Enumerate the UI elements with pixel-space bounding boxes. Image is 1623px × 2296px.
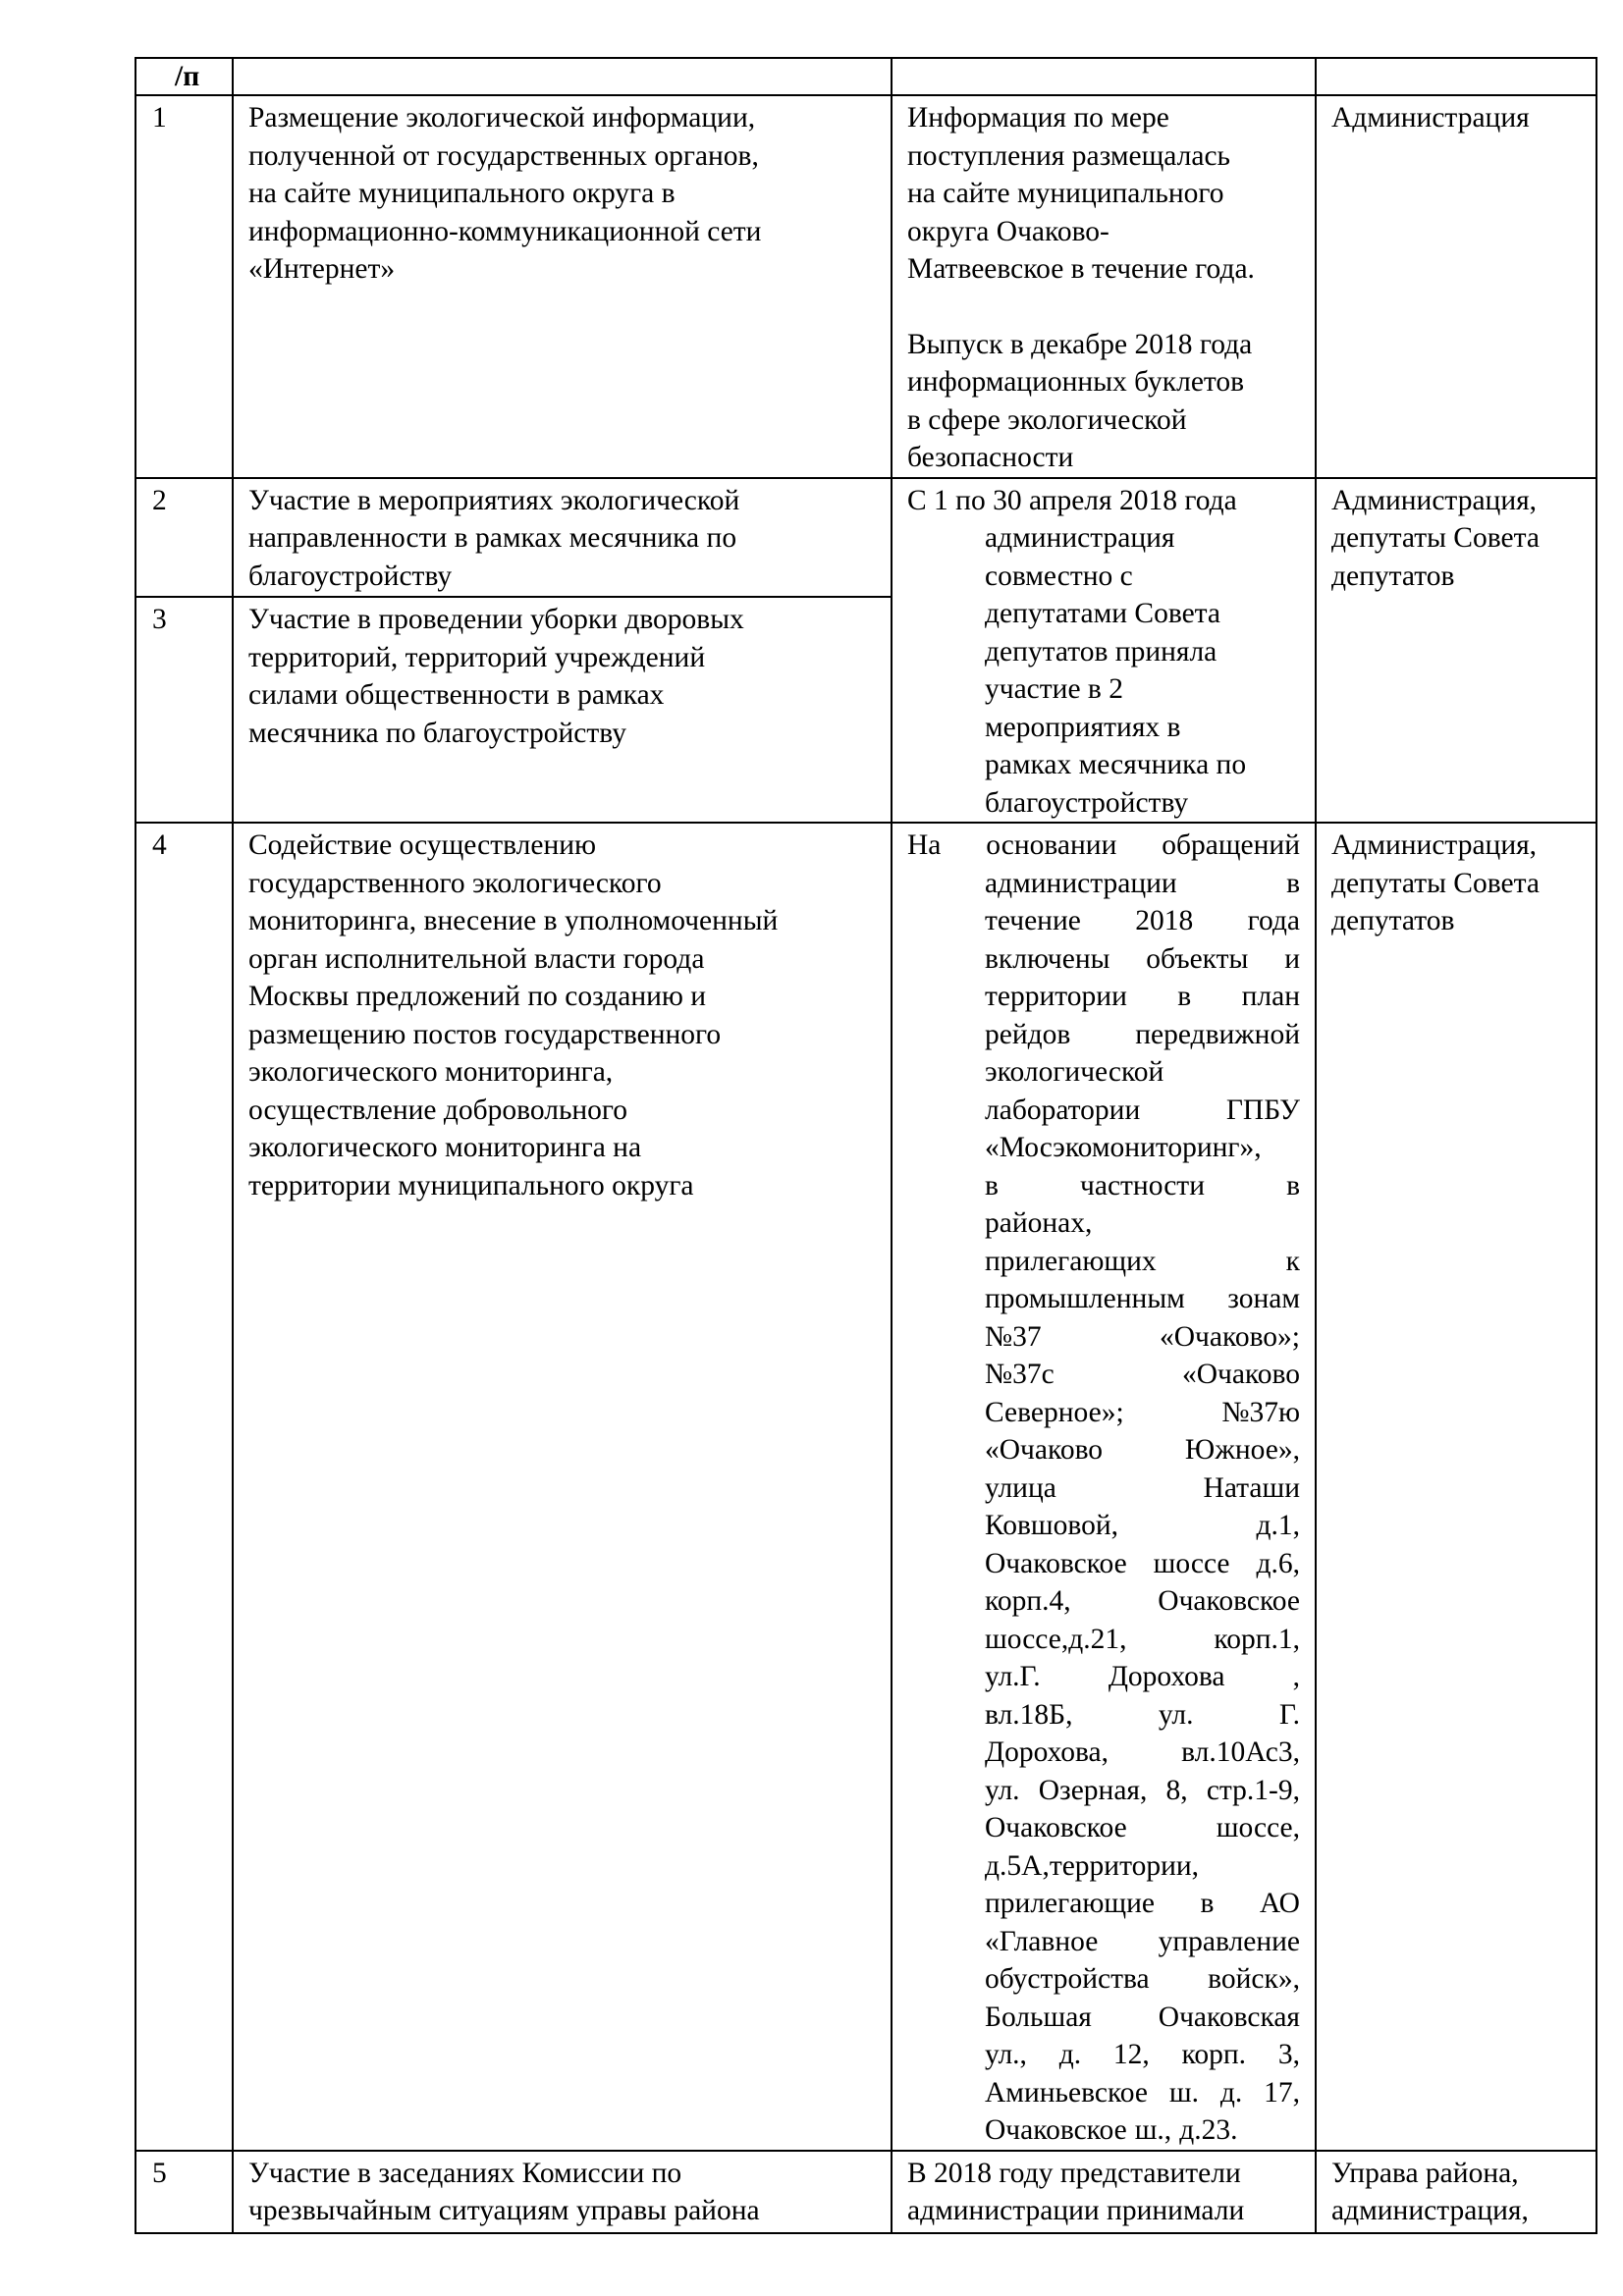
result-text-line: участие в 2 xyxy=(985,673,1123,705)
result-word: Очаковское xyxy=(985,2114,1127,2146)
result-word: передвижной xyxy=(1135,1018,1300,1050)
result-word: районах, xyxy=(985,1207,1093,1239)
result-word: Очаковское xyxy=(985,1812,1127,1843)
result-word: №37с xyxy=(985,1359,1055,1390)
result-word: в xyxy=(1286,867,1300,899)
result-word: АО xyxy=(1259,1888,1300,1919)
responsible-cell xyxy=(1316,823,1596,2151)
result-text-line xyxy=(907,1734,1300,1772)
result-text-line xyxy=(907,1356,1300,1394)
result-cell xyxy=(892,478,1316,824)
result-word: д.6, xyxy=(1256,1547,1300,1579)
result-word: Ковшовой, xyxy=(985,1510,1118,1541)
result-word: прилегающих xyxy=(985,1245,1157,1277)
result-word: вл.18Б, xyxy=(985,1698,1073,1731)
activity-text-line: полученной от государственных органов, xyxy=(248,139,759,172)
activity-text-line: осуществление добровольного xyxy=(248,1094,628,1126)
activity-cell xyxy=(233,597,892,823)
result-word: «Мосэкомониторинг», xyxy=(985,1132,1262,1163)
result-text-line xyxy=(907,1999,1300,2037)
result-text-line xyxy=(907,2036,1300,2074)
result-word: Озерная, xyxy=(1038,1774,1148,1806)
activity-text-line: территорий, территорий учреждений xyxy=(248,641,706,673)
result-word: шоссе xyxy=(1153,1547,1230,1579)
activity-text-line: направленности в рамках месячника по xyxy=(248,522,737,554)
result-text-line xyxy=(907,1696,1300,1735)
activity-text-line: благоустройству xyxy=(248,560,453,592)
header-cell-responsible xyxy=(1316,58,1596,95)
result-word: На xyxy=(907,829,942,861)
result-word: к xyxy=(1285,1245,1300,1277)
result-word: «Очаково xyxy=(985,1434,1104,1466)
result-word: частности xyxy=(1080,1169,1205,1201)
result-word: в xyxy=(985,1169,999,1201)
result-text-line xyxy=(907,1621,1300,1659)
result-word: администрации xyxy=(985,867,1177,899)
result-text-line: мероприятиях в xyxy=(985,711,1181,743)
result-word: №37ю xyxy=(1221,1396,1300,1428)
result-word: зонам xyxy=(1227,1283,1300,1314)
result-text-line: совместно с xyxy=(985,560,1133,592)
activity-cell xyxy=(233,478,892,598)
responsible-text-line: администрация, xyxy=(1331,2195,1529,2226)
row-number: 5 xyxy=(152,2157,167,2189)
result-text-line xyxy=(907,1809,1300,1847)
header-cell-result xyxy=(892,58,1316,95)
result-text-line: администрация xyxy=(985,522,1175,554)
result-text-line: депутатов приняла xyxy=(985,635,1217,667)
result-word: д.1, xyxy=(1256,1510,1300,1541)
result-cell xyxy=(892,823,1316,2151)
result-word: в xyxy=(1177,981,1192,1012)
row-number-cell xyxy=(135,823,233,2151)
result-word: «Очаково»; xyxy=(1160,1320,1300,1353)
activity-text-line: мониторинга, внесение в уполномоченный xyxy=(248,905,779,936)
activity-text-line: Содействие осуществлению xyxy=(248,829,597,861)
result-text-line: Матвеевское в течение года. xyxy=(907,253,1255,285)
activity-text-line: Участие в проведении уборки дворовых xyxy=(248,604,744,636)
result-word: стр.1-9, xyxy=(1206,1774,1300,1806)
result-text-line xyxy=(907,1243,1300,1281)
result-word: шоссе,д.21, xyxy=(985,1623,1127,1655)
result-word: Очаковская xyxy=(1158,2001,1300,2033)
result-text-line: С 1 по 30 апреля 2018 года xyxy=(907,484,1237,516)
result-word: в xyxy=(1200,1888,1215,1919)
result-text-line xyxy=(907,2074,1300,2112)
activity-text-line: месячника по благоустройству xyxy=(248,717,626,749)
responsible-text-line: Администрация xyxy=(1331,102,1530,133)
result-text-line xyxy=(907,902,1300,940)
result-text-line xyxy=(907,1092,1300,1130)
result-word: план xyxy=(1241,981,1300,1012)
result-text-line: рамках месячника по xyxy=(985,749,1247,780)
result-word: ул.Г. xyxy=(985,1661,1041,1692)
result-text-line xyxy=(907,1507,1300,1545)
result-text-line: поступления размещалась xyxy=(907,139,1231,172)
result-word: корп. xyxy=(1181,2039,1247,2070)
result-word: Южное», xyxy=(1184,1434,1300,1466)
result-cell xyxy=(892,2151,1316,2233)
result-word: 12, xyxy=(1112,2039,1150,2070)
result-word: обращений xyxy=(1162,829,1300,861)
result-word: №37 xyxy=(985,1320,1042,1353)
responsible-text-line: Администрация, xyxy=(1331,829,1538,861)
responsible-text-line: Управа района, xyxy=(1331,2157,1519,2189)
activity-cell xyxy=(233,823,892,2151)
result-word: Северное»; xyxy=(985,1396,1124,1428)
result-text-line: администрации принимали xyxy=(907,2195,1245,2226)
result-text-line xyxy=(907,1053,1300,1092)
paragraph-gap xyxy=(907,289,1300,326)
row-number-cell xyxy=(135,597,233,823)
result-word: года xyxy=(1247,905,1300,936)
result-text-line xyxy=(907,2111,1300,2150)
result-text-line: на сайте муниципального xyxy=(907,178,1224,209)
result-word: Дорохова, xyxy=(985,1736,1109,1768)
result-text-line xyxy=(907,1129,1300,1167)
activity-text-line: на сайте муниципального округа в xyxy=(248,178,676,209)
result-text-line: безопасности xyxy=(907,442,1074,473)
result-word: и xyxy=(1284,942,1300,975)
result-text-line: Выпуск в декабре 2018 года xyxy=(907,328,1253,360)
report-table xyxy=(135,57,1597,2234)
result-word: прилегающие xyxy=(985,1888,1155,1919)
row-number-cell xyxy=(135,478,233,598)
result-word: управление xyxy=(1158,1925,1300,1957)
result-word: Аминьевское xyxy=(985,2076,1148,2109)
activity-cell xyxy=(233,2151,892,2233)
result-word: течение xyxy=(985,905,1081,936)
result-word: д.23. xyxy=(1179,2114,1238,2146)
result-word: экологической xyxy=(985,1056,1164,1088)
result-word: лаборатории xyxy=(985,1094,1141,1126)
result-word: Наташи xyxy=(1203,1471,1300,1504)
result-word: корп.4, xyxy=(985,1585,1071,1617)
result-text-line xyxy=(907,940,1300,979)
result-word: 8, xyxy=(1165,1774,1188,1806)
result-word: ул., xyxy=(985,2039,1027,2070)
result-word: Очаковское xyxy=(1158,1585,1300,1617)
table-row xyxy=(135,823,1596,2151)
activity-text-line: информационно-коммуникационной сети xyxy=(248,215,762,247)
header-cell-number xyxy=(135,58,233,95)
activity-cell xyxy=(233,95,892,478)
result-text-line xyxy=(907,1204,1300,1243)
result-text-line: в сфере экологической xyxy=(907,403,1187,436)
result-text-line xyxy=(907,1280,1300,1318)
result-text-line xyxy=(907,1469,1300,1508)
result-text-line: благоустройству xyxy=(985,786,1189,819)
result-word: обустройства xyxy=(985,1963,1150,1995)
result-word: улица xyxy=(985,1471,1056,1504)
result-word: ГПБУ xyxy=(1225,1094,1300,1126)
responsible-text-line: Администрация, xyxy=(1331,484,1538,516)
activity-text-line: территории муниципального округа xyxy=(248,1169,694,1201)
row-number: 4 xyxy=(152,829,167,861)
result-text-line: депутатами Совета xyxy=(985,598,1221,629)
result-word: включены xyxy=(985,942,1110,975)
table-header-row xyxy=(135,58,1596,95)
activity-text-line: размещению постов государственного xyxy=(248,1018,722,1050)
table-row xyxy=(135,95,1596,478)
result-text-line xyxy=(907,1016,1300,1054)
result-word: объекты xyxy=(1146,942,1249,975)
result-word: д. xyxy=(1058,2039,1082,2070)
table-row xyxy=(135,478,1596,598)
result-word: вл.10Ас3, xyxy=(1181,1736,1300,1768)
result-text-line xyxy=(907,1885,1300,1923)
result-word: промышленным xyxy=(985,1283,1185,1314)
result-text-line xyxy=(907,865,1300,903)
result-text-line xyxy=(907,1318,1300,1357)
activity-text-line: Участие в мероприятиях экологической xyxy=(248,484,740,516)
result-word: 3, xyxy=(1277,2039,1300,2070)
activity-text-line: «Интернет» xyxy=(248,253,396,285)
result-word: ш., xyxy=(1134,2114,1172,2146)
result-text-line xyxy=(907,1545,1300,1583)
result-word: войск», xyxy=(1208,1963,1300,1995)
responsible-cell xyxy=(1316,478,1596,824)
result-text-line xyxy=(907,1167,1300,1205)
row-number: 3 xyxy=(152,604,167,636)
result-word: «Главное xyxy=(985,1925,1099,1957)
result-text-line: округа Очаково- xyxy=(907,215,1109,247)
row-number: 2 xyxy=(152,484,167,516)
result-word: д. xyxy=(1219,2076,1243,2109)
activity-text-line: чрезвычайным ситуациям управы района xyxy=(248,2195,760,2226)
header-cell-activity xyxy=(233,58,892,95)
responsible-cell xyxy=(1316,2151,1596,2233)
result-text-line: информационных буклетов xyxy=(907,366,1245,398)
result-text-line xyxy=(907,1582,1300,1621)
activity-text-line: Москвы предложений по созданию и xyxy=(248,981,707,1012)
result-word: основании xyxy=(986,829,1117,861)
responsible-cell xyxy=(1316,95,1596,478)
responsible-text-line: депутатов xyxy=(1331,560,1455,592)
activity-text-line: экологического мониторинга, xyxy=(248,1056,614,1088)
result-word: Очаковское xyxy=(985,1547,1127,1579)
result-text-line xyxy=(907,1431,1300,1469)
result-text-line: В 2018 году представители xyxy=(907,2157,1241,2189)
result-text-line xyxy=(907,1960,1300,1999)
result-text-line xyxy=(907,1394,1300,1432)
header-number-label: /п xyxy=(175,61,200,92)
result-word: ш. xyxy=(1168,2076,1199,2109)
result-text-line xyxy=(907,1923,1300,1961)
result-word: ул. xyxy=(985,1774,1020,1806)
result-text-line xyxy=(907,1658,1300,1696)
result-word: Большая xyxy=(985,2001,1092,2033)
result-word: д.5А,территории, xyxy=(985,1849,1200,1882)
result-text-line: Информация по мере xyxy=(907,102,1169,133)
result-text-line xyxy=(907,1772,1300,1810)
responsible-text-line: депутатов xyxy=(1331,905,1455,936)
result-word: , xyxy=(1292,1661,1300,1692)
result-word: в xyxy=(1286,1169,1300,1201)
table-row xyxy=(135,2151,1596,2233)
activity-text-line: экологического мониторинга на xyxy=(248,1132,642,1163)
activity-text-line: государственного экологического xyxy=(248,867,662,899)
responsible-text-line: депутаты Совета xyxy=(1331,522,1540,554)
result-word: 2018 xyxy=(1135,905,1194,936)
activity-text-line: Размещение экологической информации, xyxy=(248,102,756,133)
result-word: Дорохова xyxy=(1108,1661,1225,1692)
result-word: «Очаково xyxy=(1181,1359,1300,1390)
result-word: шоссе, xyxy=(1216,1812,1300,1843)
result-text-line xyxy=(907,978,1300,1016)
result-cell xyxy=(892,95,1316,478)
result-word: корп.1, xyxy=(1214,1623,1300,1655)
result-text-line xyxy=(907,1847,1300,1886)
activity-text-line: Участие в заседаниях Комиссии по xyxy=(248,2157,682,2189)
row-number-cell xyxy=(135,2151,233,2233)
responsible-text-line: депутаты Совета xyxy=(1331,867,1540,899)
result-word: Г. xyxy=(1278,1698,1300,1731)
row-number-cell xyxy=(135,95,233,478)
result-word: территории xyxy=(985,981,1127,1012)
result-word: 17, xyxy=(1264,2076,1300,2109)
result-word: ул. xyxy=(1158,1698,1194,1731)
result-text-line xyxy=(907,827,1300,865)
row-number: 1 xyxy=(152,102,167,133)
activity-text-line: орган исполнительной власти города xyxy=(248,942,705,975)
result-word: рейдов xyxy=(985,1018,1071,1050)
activity-text-line: силами общественности в рамках xyxy=(248,679,665,712)
